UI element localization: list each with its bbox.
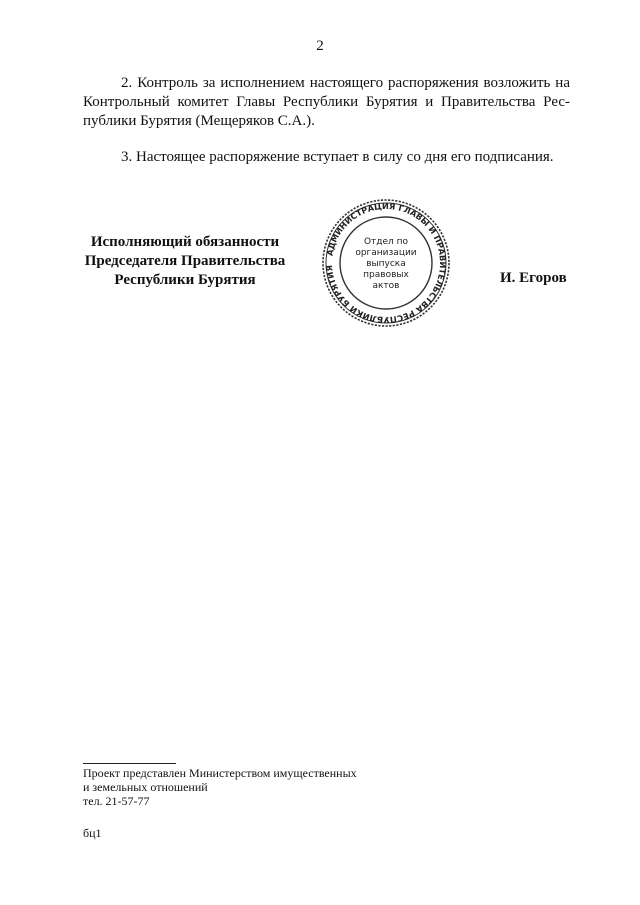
official-stamp: [318, 198, 454, 328]
footnote-line: тел. 21-57-77: [83, 794, 150, 808]
stamp-ring-text: АДМИНИСТРАЦИЯ ГЛАВЫ И ПРАВИТЕЛЬСТВА РЕСПУБЛИКИ БУРЯТИЯ: [323, 200, 449, 326]
page-number: 2: [316, 38, 324, 54]
stamp-center-line: правовых: [363, 270, 409, 280]
signer-name: И. Егоров: [500, 270, 567, 286]
signer-title-line: Республики Бурятия: [114, 272, 256, 288]
stamp-center-line: организации: [355, 248, 417, 258]
signer-title-line: Председателя Правительства: [84, 253, 286, 269]
stamp-center-line: актов: [372, 281, 400, 291]
footnote-divider: [83, 763, 176, 764]
paragraph-control-clause: 2. Контроль за исполнением настоящего распоряжения возложить на Контрольный комитет Главы Республики Бурятия и Правительства Рес-публики Бурятия (Мещеряков С.А.).: [83, 75, 570, 129]
footnote-block: [83, 766, 357, 808]
paragraph-effective-clause: 3. Настоящее распоряжение вступает в силу со дня его подписания.: [121, 149, 554, 165]
stamp-center-line: выпуска: [366, 259, 406, 269]
signer-title-line: Исполняющий обязанности: [90, 234, 280, 250]
stamp-center-line: Отдел по: [363, 237, 409, 247]
signer-title-block: [70, 233, 300, 290]
footnote-line: Проект представлен Министерством имущественных: [83, 766, 357, 780]
footnote-line: и земельных отношений: [83, 780, 208, 794]
document-code: бц1: [83, 826, 102, 840]
